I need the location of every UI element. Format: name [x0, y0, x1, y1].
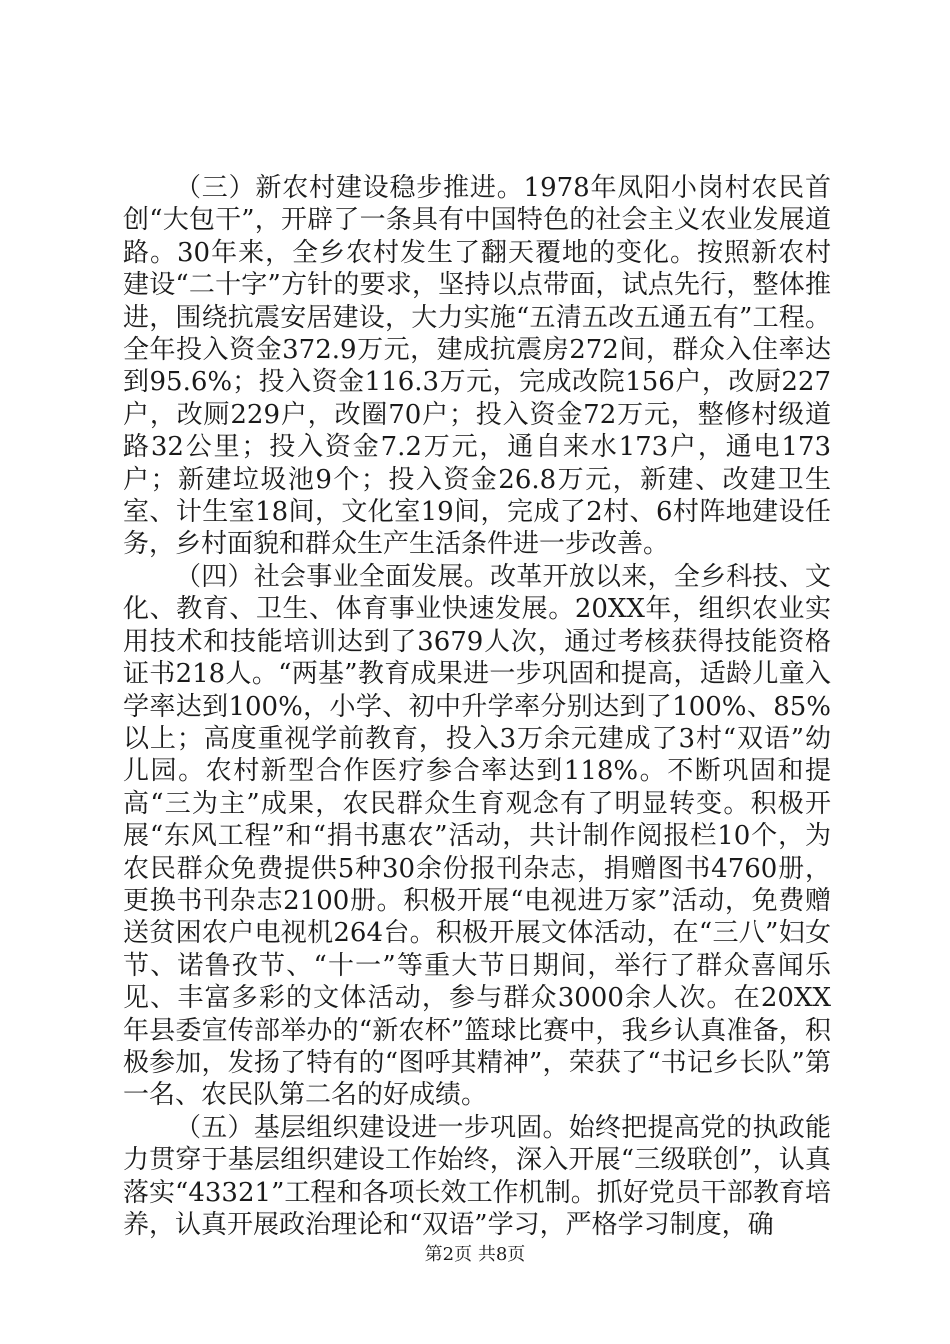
paragraph-new-countryside: （三）新农村建设稳步推进。1978年凤阳小岗村农民首创“大包干”，开辟了一条具有中国特色的社会主义农业发展道路。30年来，全乡农村发生了翻天覆地的变化。按照新农村建设“二十字”方针的要求，坚持以点带面，试点先行，整体推进，围绕抗震安居建设，大力实施“五清五改五通五有”工程。全年投入资金372.9万元，建成抗震房272间，群众入住率达到95.6%；投入资金116.3万元，完成改院156户，改厨227户，改厕229户，改圈70户；投入资金72万元，整修村级道路32公里；投入资金7.2万元，通自来水173户，通电173户；新建垃圾池9个；投入资金26.8万元，新建、改建卫生室、计生室18间，文化室19间，完成了2村、6村阵地建设任务，乡村面貌和群众生产生活条件进一步改善。: [123, 173, 831, 560]
paragraph-grassroots-organization: （五）基层组织建设进一步巩固。始终把提高党的执政能力贯穿于基层组织建设工作始终，深入开展“三级联创”，认真落实“43321”工程和各项长效工作机制。抓好党员干部教育培养，认真开展政治理论和“双语”学习，严格学习制度，确: [123, 1112, 831, 1240]
paragraph-social-affairs: （四）社会事业全面发展。改革开放以来，全乡科技、文化、教育、卫生、体育事业快速发展。20XX年，组织农业实用技术和技能培训达到了3679人次，通过考核获得技能资格证书218人。“两基”教育成果进一步巩固和提高，适龄儿童入学率达到100%，小学、初中升学率分别达到了100%、85%以上；高度重视学前教育，投入3万余元建成了3村“双语”幼儿园。农村新型合作医疗参合率达到118%。不断巩固和提高“三为主”成果，农民群众生育观念有了明显转变。积极开展“东风工程”和“捐书惠农”活动，共计制作阅报栏10个，为农民群众免费提供5种30余份报刊杂志，捐赠图书4760册，更换书刊杂志2100册。积极开展“电视进万家”活动，免费赠送贫困农户电视机264台。积极开展文体活动，在“三八”妇女节、诺鲁孜节、“十一”等重大节日期间，举行了群众喜闻乐见、丰富多彩的文体活动，参与群众3000余人次。在20XX年县委宣传部举办的“新农杯”篮球比赛中，我乡认真准备，积极参加，发扬了特有的“图呼其精神”，荣获了“书记乡长队”第一名、农民队第二名的好成绩。: [123, 561, 831, 1111]
page-footer: 第2页 共8页: [424, 1244, 526, 1265]
document-body: [123, 172, 831, 1241]
